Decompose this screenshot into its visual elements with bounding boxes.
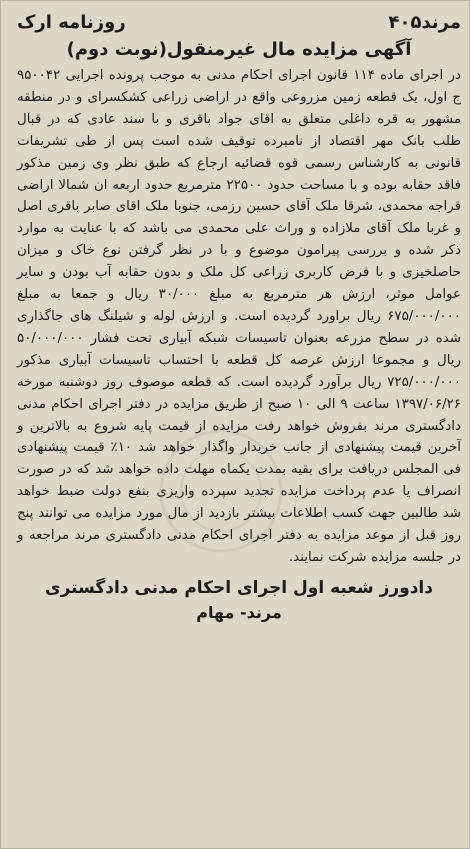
signature-line-1: دادورز شعبه اول اجرای احکام مدنی دادگستری [45, 577, 433, 598]
auction-notice [17, 7, 461, 845]
notice-body [17, 65, 461, 569]
header [17, 9, 461, 35]
notice-title: آگهی مزایده مال غیرمنقول(نوبت دوم) [66, 39, 412, 60]
issue-number: مرند۴۰۵ [388, 11, 461, 33]
signature-line-2: مرند- مهام [196, 602, 282, 622]
body-paragraph: در اجرای ماده ۱۱۴ قانون اجرای احکام مدنی به موجب پرونده اجرایی ۹۵۰۰۴۲ ج اول، یک قطعه زمین مزروعی واقع در اراضی زراعی کشکسرای و در منطقه مشهور به قره داغلی متعلق به اقای جواد باقری و با سند عادی که در قبال طلب بانک مهر اقتصاد از نامبرده توقیف شده است پس از طی تشریفات قانونی به کارشناس رسمی قوه قضائیه ارجاع که طبق نظر وی زمین مذکور فاقد حقابه بوده و با مساحت حدود ۲۲۵۰۰ مترمربع حدود اربعه ان شمالا اراضی قراجه محمدی، شرقا ملک آقای حسین رزمی، جنوبا ملک اقای صابر باقری اصل و غربا ملک آقای ملازاده و وراث علی محمدی می باشد که با عنایت به موارد ذکر شده و بررسی پیرامون موضوع و با در نظر گرفتن نوع خاک و میزان حاصلخیزی و با فرض کاربری زراعی کل ملک و بدون حقابه آب بودن و سایر عوامل موثر، ارزش هر مترمربع به مبلغ ۳۰/۰۰۰ ریال و جمعا به مبلغ ۶۷۵/۰۰۰/۰۰۰ ریال براورد گردیده است. و ارزش لوله و شیلنگ های جاگذاری شده در سطح مزرعه بعنوان تاسیسات شبکه آبیاری تحت فشار ۵۰/۰۰۰/۰۰۰ ریال و مجموعا ارزش عرصه کل قطعه با احتساب تاسیسات آبیاری مذکور ۷۲۵/۰۰۰/۰۰۰ ریال برآورد گردیده است. که قطعه موصوف روز دوشنبه مورخه ۱۳۹۷/۰۶/۲۶ ساعت ۹ الی ۱۰ صبح از طریق مزایده در دفتر اجرای احکام مدنی دادگستری مرند بفروش خواهد رفت مزایده از قیمت پایه شروع به بالاترین و آخرین قیمت پیشنهادی از جانب خریدار واگذار خواهد شد ۱۰٪ قیمت پیشنهادی فی المجلس دریافت برای بقیه بمدت یکماه مهلت داده خواهد شد که در صورت انصراف یا عدم پرداخت مزایده تجدید سپرده واریزی بنفع دولت ضبط خواهد شد طالبین جهت کسب اطلاعات بیشتر بازدید از مال مورد مزایده می توانند پنج روز قبل از موعد مزایده به دفتر اجرای احکام مدنی دادگستری مرند مراجعه و در جلسه مزایده شرکت نمایند. [17, 68, 461, 565]
newspaper-name: روزنامه ارک [17, 11, 126, 33]
